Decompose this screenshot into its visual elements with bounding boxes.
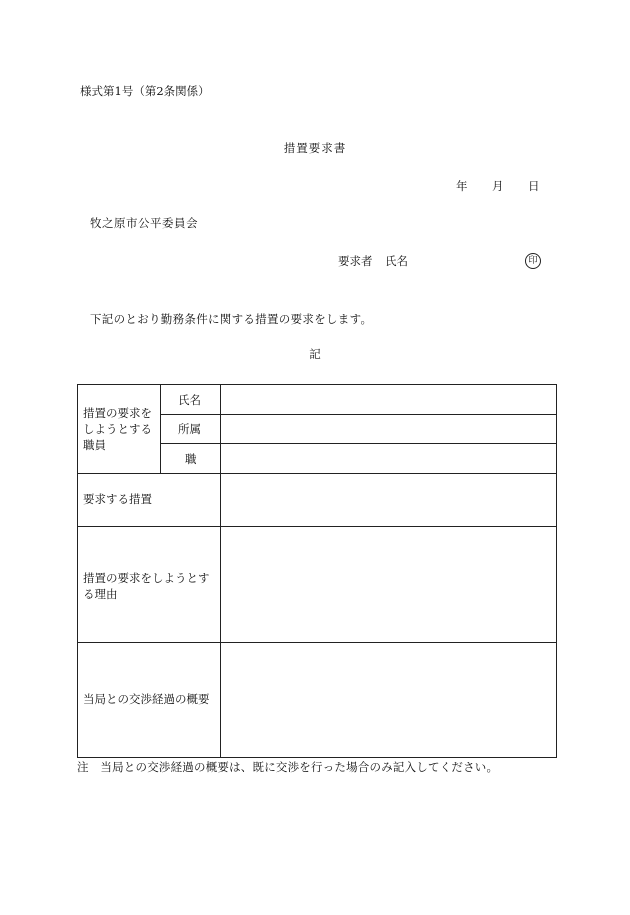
intro-text: 下記のとおり勤務条件に関する措置の要求をします。 xyxy=(90,312,373,326)
requester-label: 要求者 xyxy=(338,254,373,268)
divider-group-column xyxy=(160,385,161,473)
employee-position-field[interactable] xyxy=(221,444,556,473)
employee-group-label xyxy=(83,405,152,453)
form-number: 様式第1号（第2条関係） xyxy=(80,84,210,98)
requested-measure-label: 要求する措置 xyxy=(83,492,152,506)
employee-name-label: 氏名 xyxy=(178,393,201,407)
seal-mark: 印 xyxy=(525,253,541,269)
date-year-label: 年 xyxy=(456,179,468,193)
reason-label xyxy=(83,570,210,602)
recipient: 牧之原市公平委員会 xyxy=(90,216,198,230)
employee-affiliation-label: 所属 xyxy=(178,422,201,436)
requested-measure-field[interactable] xyxy=(221,474,556,526)
requester-name-label: 氏名 xyxy=(385,254,408,268)
employee-affiliation-field[interactable] xyxy=(221,415,556,443)
document-title: 措置要求書 xyxy=(283,141,347,155)
employee-group-label-line-2: しようとする xyxy=(83,422,152,436)
reason-field[interactable] xyxy=(221,527,556,642)
negotiation-summary-field[interactable] xyxy=(221,643,556,757)
date-month-label: 月 xyxy=(492,179,504,193)
footnote: 注 当局との交渉経過の概要は、既に交渉を行った場合のみ記入してください。 xyxy=(77,760,499,774)
date-day-label: 日 xyxy=(528,179,540,193)
request-form-table xyxy=(77,384,557,758)
reason-label-line-1: 措置の要求をしようとす xyxy=(83,571,210,585)
employee-group-label-line-1: 措置の要求を xyxy=(83,406,152,420)
employee-group-label-line-3: 職員 xyxy=(83,438,106,452)
negotiation-summary-label: 当局との交渉経過の概要 xyxy=(83,692,210,706)
employee-position-label: 職 xyxy=(185,452,197,466)
reason-label-line-2: る理由 xyxy=(83,587,118,601)
employee-name-field[interactable] xyxy=(221,385,556,414)
ki-heading: 記 xyxy=(309,347,321,361)
